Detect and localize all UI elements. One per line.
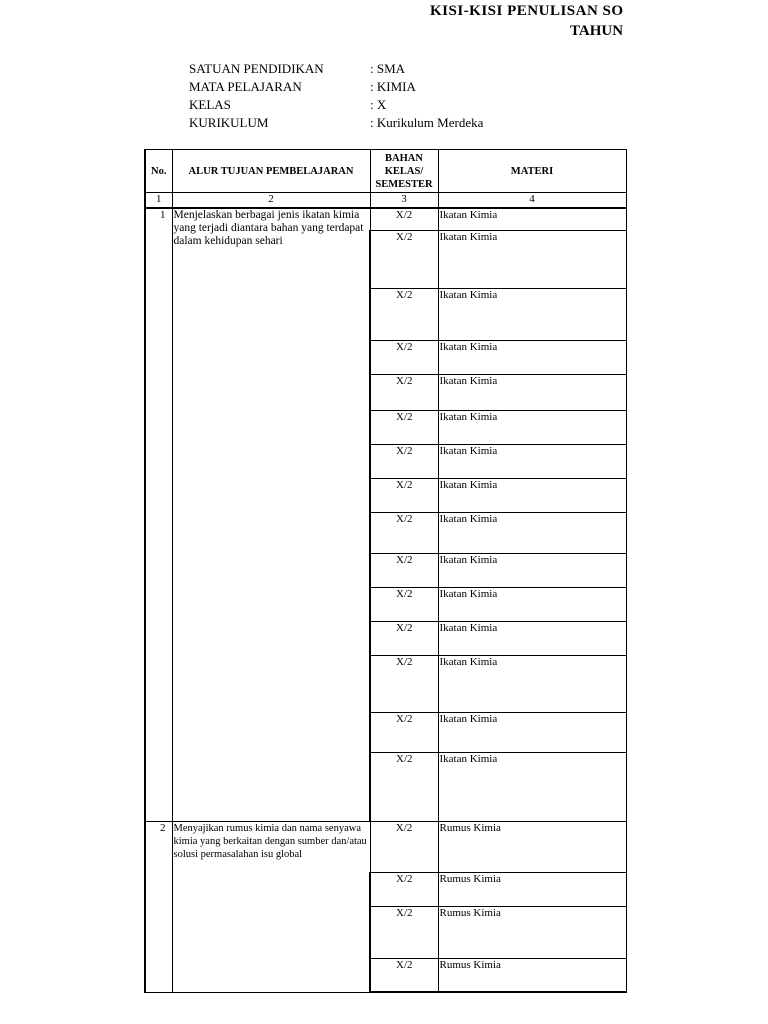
materi-cell: Ikatan Kimia <box>438 340 626 374</box>
column-number: 3 <box>370 193 438 209</box>
materi-cell: Rumus Kimia <box>438 958 626 992</box>
semester-cell: X/2 <box>370 906 438 958</box>
materi-cell: Ikatan Kimia <box>438 478 626 512</box>
meta-value: : X <box>370 97 387 112</box>
meta-label: KURIKULUM <box>189 115 269 130</box>
materi-cell: Ikatan Kimia <box>438 655 626 712</box>
semester-cell: X/2 <box>370 230 438 288</box>
semester-cell: X/2 <box>370 752 438 821</box>
materi-cell: Ikatan Kimia <box>438 288 626 340</box>
materi-cell: Ikatan Kimia <box>438 587 626 621</box>
semester-cell: X/2 <box>370 587 438 621</box>
semester-cell: X/2 <box>370 208 438 230</box>
document-title: KISI-KISI PENULISAN SO <box>430 3 624 19</box>
materi-cell: Ikatan Kimia <box>438 230 626 288</box>
semester-cell: X/2 <box>370 478 438 512</box>
table-row <box>145 208 626 230</box>
header-kelas-semester <box>370 150 438 193</box>
header-kelas-line2: KELAS/ <box>384 165 424 177</box>
header-no: No. <box>145 150 172 193</box>
row-number: 1 <box>145 208 172 821</box>
header-atp: ALUR TUJUAN PEMBELAJARAN <box>172 150 370 193</box>
column-number: 2 <box>172 193 370 209</box>
column-number: 1 <box>145 193 172 209</box>
meta-label: SATUAN PENDIDIKAN <box>189 61 324 76</box>
semester-cell: X/2 <box>370 655 438 712</box>
meta-value: : KIMIA <box>370 79 416 94</box>
learning-objective: Menjelaskan berbagai jenis ikatan kimia yang terjadi diantara bahan yang terdapat dalam kehidupan sehari <box>172 208 370 821</box>
table-header-row <box>145 150 626 193</box>
column-number: 4 <box>438 193 626 209</box>
semester-cell: X/2 <box>370 512 438 553</box>
semester-cell: X/2 <box>370 553 438 587</box>
header-kelas-line1: BAHAN <box>385 152 423 164</box>
materi-cell: Ikatan Kimia <box>438 444 626 478</box>
meta-label: KELAS <box>189 97 231 112</box>
semester-cell: X/2 <box>370 712 438 752</box>
semester-cell: X/2 <box>370 821 438 872</box>
semester-cell: X/2 <box>370 340 438 374</box>
materi-cell: Ikatan Kimia <box>438 712 626 752</box>
learning-objective: Menyajikan rumus kimia dan nama senyawa kimia yang berkaitan dengan sumber dan/atau solusi permasalahan isu global <box>172 821 370 992</box>
materi-cell: Ikatan Kimia <box>438 208 626 230</box>
materi-cell: Ikatan Kimia <box>438 553 626 587</box>
column-number-row <box>145 193 626 209</box>
semester-cell: X/2 <box>370 621 438 655</box>
header-kelas-line3: SEMESTER <box>375 178 433 190</box>
materi-cell: Rumus Kimia <box>438 872 626 906</box>
semester-cell: X/2 <box>370 288 438 340</box>
semester-cell: X/2 <box>370 444 438 478</box>
kisi-kisi-table <box>144 149 627 993</box>
materi-cell: Ikatan Kimia <box>438 374 626 410</box>
header-materi: MATERI <box>438 150 626 193</box>
meta-label: MATA PELAJARAN <box>189 79 302 94</box>
materi-cell: Ikatan Kimia <box>438 752 626 821</box>
table-row <box>145 821 626 872</box>
document-subtitle: TAHUN <box>570 23 624 39</box>
semester-cell: X/2 <box>370 872 438 906</box>
materi-cell: Ikatan Kimia <box>438 410 626 444</box>
semester-cell: X/2 <box>370 958 438 992</box>
materi-cell: Ikatan Kimia <box>438 621 626 655</box>
materi-cell: Ikatan Kimia <box>438 512 626 553</box>
meta-value: : SMA <box>370 61 406 76</box>
materi-cell: Rumus Kimia <box>438 821 626 872</box>
semester-cell: X/2 <box>370 410 438 444</box>
materi-cell: Rumus Kimia <box>438 906 626 958</box>
semester-cell: X/2 <box>370 374 438 410</box>
meta-value: : Kurikulum Merdeka <box>370 115 484 130</box>
row-number: 2 <box>145 821 172 992</box>
